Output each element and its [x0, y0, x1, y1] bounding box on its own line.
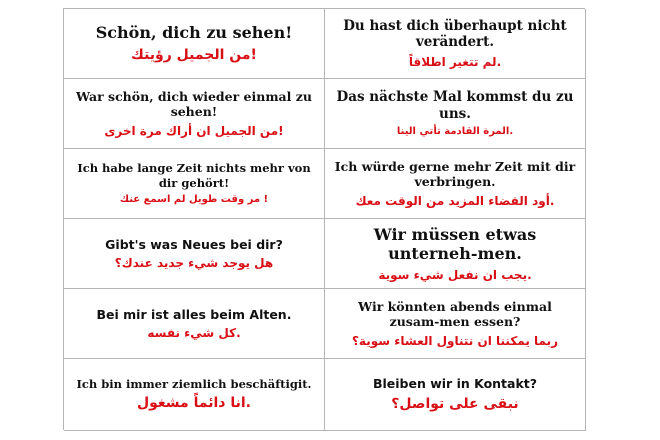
- arabic-translation: .انا دائماً مشغول: [136, 395, 251, 412]
- phrase-card: [64, 9, 325, 79]
- german-phrase: Schön, dich zu sehen!: [95, 23, 293, 43]
- arabic-translation: .يجب ان نفعل شيء سوية: [378, 267, 532, 282]
- phrase-card: [325, 149, 586, 219]
- phrase-card: [64, 359, 325, 431]
- phrase-card: [325, 359, 586, 431]
- arabic-translation: .كل شيء نفسه: [147, 325, 241, 340]
- german-phrase: Gibt's was Neues bei dir?: [105, 236, 283, 252]
- arabic-translation: !من الجميل ان أراك مرة اخرى: [104, 123, 284, 138]
- arabic-translation: .المرة القادمة تأتي الينا: [396, 125, 514, 137]
- arabic-translation: .أود القضاء المزيد من الوقت معك: [355, 193, 555, 208]
- german-phrase: Wir könnten abends einmal zusam-men essen?: [358, 299, 552, 330]
- arabic-translation: ربما يمكننا ان نتناول العشاء سوية؟: [351, 333, 559, 348]
- german-phrase: Bei mir ist alles beim Alten.: [96, 306, 292, 322]
- phrase-card: [64, 149, 325, 219]
- arabic-translation: هل يوجد شيء جديد عندك؟: [114, 255, 274, 270]
- german-phrase: Du hast dich überhaupt nicht verändert.: [343, 17, 567, 51]
- phrase-card: [325, 289, 586, 359]
- arabic-translation: .لم تتغير اطلاقاً: [408, 54, 502, 69]
- german-phrase: Wir müssen etwas unterneh-men.: [373, 224, 537, 264]
- german-phrase: Ich habe lange Zeit nichts mehr von dir gehört!: [77, 161, 311, 190]
- phrase-card: [325, 79, 586, 149]
- arabic-translation: !من الجميل رؤيتك: [131, 46, 257, 63]
- german-phrase: Ich würde gerne mehr Zeit mit dir verbringen.: [334, 159, 576, 190]
- arabic-translation: نبقى على تواصل؟: [391, 395, 519, 412]
- phrase-card: [325, 9, 586, 79]
- german-phrase: Ich bin immer ziemlich beschäftigit.: [76, 377, 312, 392]
- german-phrase: Bleiben wir in Kontakt?: [372, 376, 538, 392]
- phrase-card: [64, 79, 325, 149]
- german-phrase: War schön, dich wieder einmal zu sehen!: [76, 89, 312, 120]
- arabic-translation: ! مر وقت طويل لم اسمع عنك: [119, 193, 269, 205]
- phrase-card: [325, 219, 586, 289]
- phrase-card: [64, 289, 325, 359]
- german-phrase: Das nächste Mal kommst du zu uns.: [336, 89, 574, 122]
- phrase-card: [64, 219, 325, 289]
- phrase-card-sheet: [63, 8, 585, 430]
